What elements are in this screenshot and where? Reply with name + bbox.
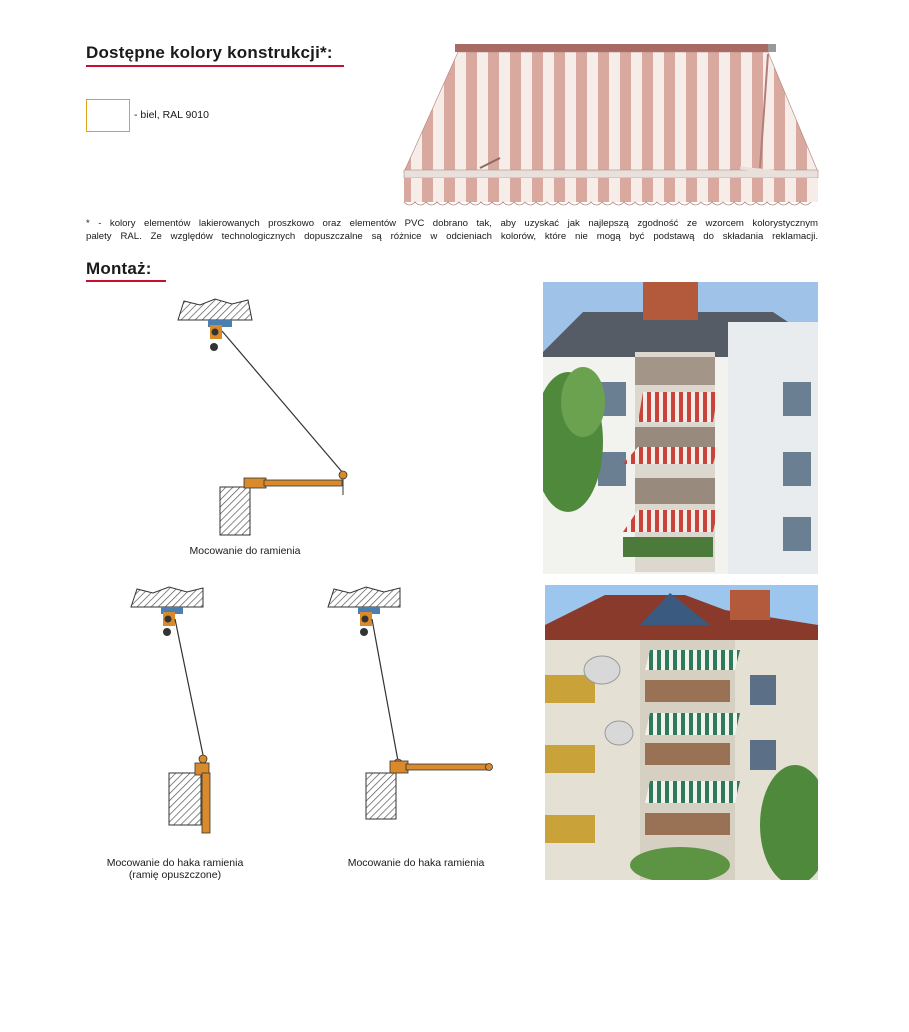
swatch-label: - biel, RAL 9010	[134, 109, 209, 121]
diagram-hook-mount	[322, 583, 497, 823]
montaz-heading: Montaż:	[86, 259, 152, 278]
diagram-hook-mount-lowered-caption-1: Mocowanie do haka ramienia	[106, 857, 244, 869]
diagram-hook-mount-lowered-caption-2: (ramię opuszczone)	[128, 869, 222, 881]
montaz-heading-underline	[86, 280, 166, 282]
diagram-arm-mount-caption: Mocowanie do ramienia	[189, 545, 301, 557]
diagram-hook-mount-lowered	[125, 583, 225, 838]
colors-heading: Dostępne kolory konstrukcji*:	[86, 43, 333, 62]
color-swatch-white	[86, 99, 130, 132]
photo-building-red-awnings	[543, 282, 818, 574]
footnote-line-1: * - kolory elementów lakierowanych proszkowo oraz elementów PVC dobrano tak, aby uzyskać jak najlepszą zgodność ze wzorcem kolorystycznym	[86, 218, 818, 229]
photo-building-green-awnings	[545, 585, 818, 880]
diagram-hook-mount-caption: Mocowanie do haka ramienia	[347, 857, 485, 869]
awning-illustration	[400, 40, 820, 210]
footnote-line-2: palety RAL. Ze względów technologicznych dopuszczalne są różnice w odcieniach kolorów, które nie mogą być podstawą do składania reklamacji.	[86, 231, 818, 242]
diagram-arm-mount	[170, 295, 360, 540]
colors-heading-underline	[86, 65, 344, 67]
